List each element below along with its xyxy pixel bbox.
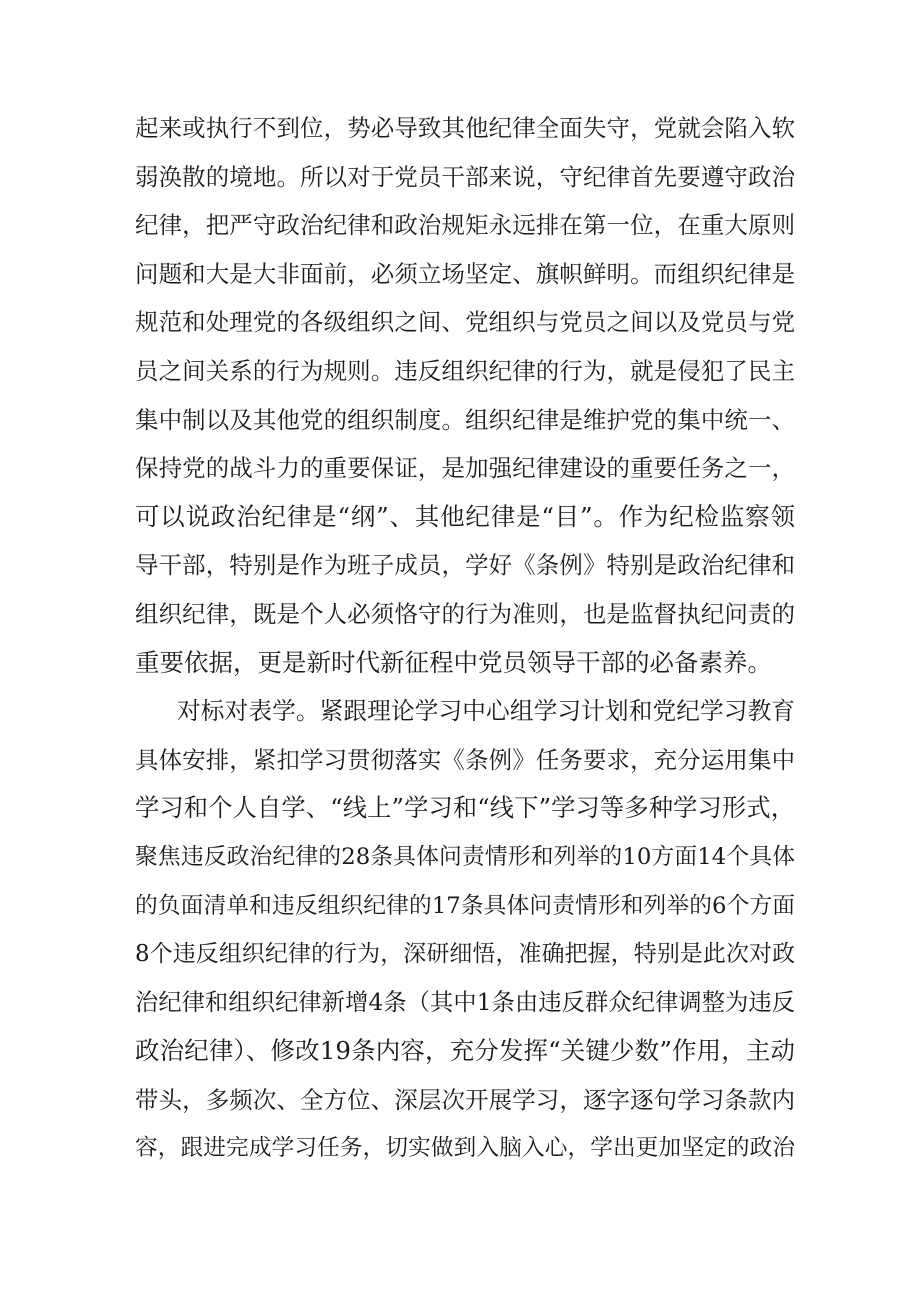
text-line: 集中制以及其他党的组织制度。组织纪律是维护党的集中统一、 <box>135 405 795 434</box>
text-line: 重要依据，更是新时代新征程中党员领导干部的必备素养。 <box>135 647 772 677</box>
text-line: 组织纪律，既是个人必须恪守的行为准则，也是监督执纪问责的 <box>135 599 795 628</box>
text-line: 规范和处理党的各级组织之间、党组织与党员之间以及党员与党 <box>135 308 795 337</box>
text-line: 治纪律和组织纪律新增4条（其中1条由违反群众纪律调整为违反 <box>135 988 795 1016</box>
text-line: 保持党的战斗力的重要保证，是加强纪律建设的重要任务之一， <box>135 454 795 483</box>
text-line: 对标对表学。紧跟理论学习中心组学习计划和党纪学习教育 <box>177 697 795 726</box>
text-line: 的负面清单和违反组织纪律的17条具体问责情形和列举的6个方面 <box>135 892 795 919</box>
text-line: 弱涣散的境地。所以对于党员干部来说，守纪律首先要遵守政治 <box>135 162 795 191</box>
text-line: 员之间关系的行为规则。违反组织纪律的行为，就是侵犯了民主 <box>135 356 795 385</box>
paragraph-1 <box>135 104 795 687</box>
text-line: 带头，多频次、全方位、深层次开展学习，逐字逐句学习条款内 <box>135 1085 795 1114</box>
text-line: 容，跟进完成学习任务，切实做到入脑入心，学出更加坚定的政治 <box>135 1135 795 1162</box>
text-line: 导干部，特别是作为班子成员，学好《条例》特别是政治纪律和 <box>135 551 795 580</box>
text-line: 具体安排，紧扣学习贯彻落实《条例》任务要求，充分运用集中 <box>135 745 795 774</box>
text-line: 政治纪律）、修改19条内容，充分发挥“关键少数”作用，主动 <box>135 1036 795 1066</box>
text-line: 8个违反组织纪律的行为，深研细悟，准确把握，特别是此次对政 <box>135 941 795 968</box>
text-line: 纪律，把严守政治纪律和政治规矩永远排在第一位，在重大原则 <box>135 211 795 240</box>
document-body <box>135 104 795 1173</box>
paragraph-2 <box>135 687 795 1173</box>
text-line: 起来或执行不到位，势必导致其他纪律全面失守，党就会陷入软 <box>135 114 795 142</box>
text-line: 问题和大是大非面前，必须立场坚定、旗帜鲜明。而组织纪律是 <box>135 259 795 288</box>
text-line: 可以说政治纪律是“纲”、其他纪律是“目”。作为纪检监察领 <box>135 501 795 531</box>
text-line: 聚焦违反政治纪律的28条具体问责情形和列举的10方面14个具体 <box>135 843 795 870</box>
text-line: 学习和个人自学、“线上”学习和“线下”学习等多种学习形式， <box>135 793 795 823</box>
